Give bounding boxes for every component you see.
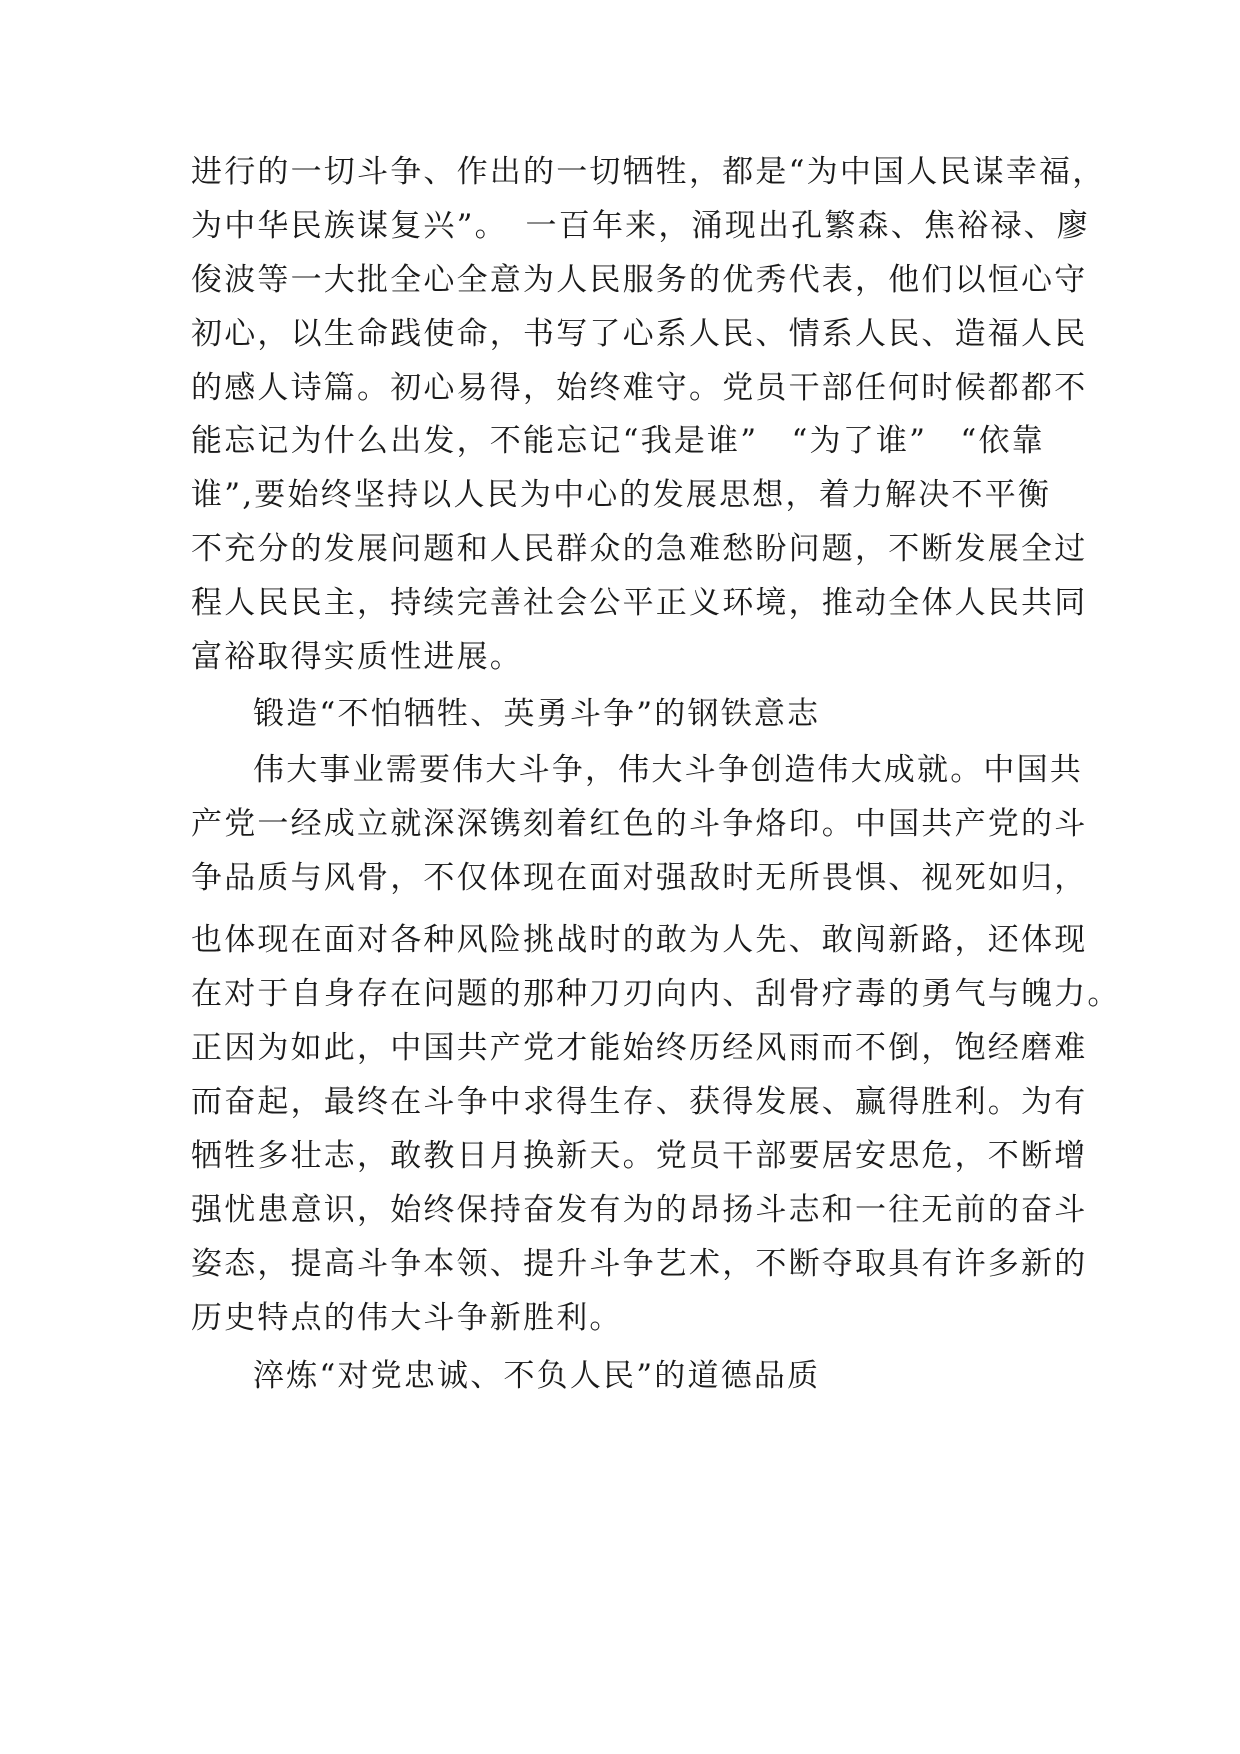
paragraph-1-line: 的感人诗篇。初心易得，始终难守。党员干部任何时候都都不 — [191, 370, 1088, 406]
paragraph-2-line: 正因为如此，中国共产党才能始终历经风雨而不倒，饱经磨难 — [191, 1030, 1088, 1066]
paragraph-2-line: 而奋起，最终在斗争中求得生存、获得发展、赢得胜利。为有 — [191, 1084, 1088, 1120]
section-heading: 淬炼“对党忠诚、不负人民”的道德品质 — [253, 1358, 821, 1394]
paragraph-2-line: 姿态，提高斗争本领、提升斗争艺术，不断夺取具有许多新的 — [191, 1246, 1088, 1282]
section-heading: 锻造“不怕牺牲、英勇斗争”的钢铁意志 — [253, 696, 821, 732]
paragraph-2-line: 争品质与风骨，不仅体现在面对强敌时无所畏惧、视死如归， — [191, 860, 1088, 896]
paragraph-2-line: 伟大事业需要伟大斗争，伟大斗争创造伟大成就。中国共 — [253, 752, 1083, 788]
paragraph-1-line: 俊波等一大批全心全意为人民服务的优秀代表，他们以恒心守 — [191, 262, 1088, 298]
paragraph-1-line: 富裕取得实质性进展。 — [191, 639, 523, 675]
paragraph-1-line: 程人民民主，持续完善社会公平正义环境，推动全体人民共同 — [191, 585, 1088, 621]
paragraph-2-line: 历史特点的伟大斗争新胜利。 — [191, 1300, 623, 1336]
paragraph-1-line: 谁”,要始终坚持以人民为中心的发展思想，着力解决不平衡 — [191, 477, 1052, 513]
paragraph-1-line: 能忘记为什么出发，不能忘记“我是谁” “为了谁” “依靠 — [191, 423, 1045, 459]
paragraph-1-line: 不充分的发展问题和人民群众的急难愁盼问题，不断发展全过 — [191, 531, 1088, 567]
paragraph-2-line: 牺牲多壮志，敢教日月换新天。党员干部要居安思危，不断增 — [191, 1138, 1088, 1174]
paragraph-2-line: 在对于自身存在问题的那种刀刃向内、刮骨疗毒的勇气与魄力。 — [191, 976, 1121, 1012]
paragraph-2-line: 强忧患意识，始终保持奋发有为的昂扬斗志和一往无前的奋斗 — [191, 1192, 1088, 1228]
paragraph-1-line: 初心，以生命践使命，书写了心系人民、情系人民、造福人民 — [191, 316, 1088, 352]
paragraph-2-line: 也体现在面对各种风险挑战时的敢为人先、敢闯新路，还体现 — [191, 922, 1088, 958]
paragraph-1-line: 为中华民族谋复兴”。 一百年来，涌现出孔繁森、焦裕禄、廖 — [191, 208, 1090, 244]
paragraph-1-line: 进行的一切斗争、作出的一切牺牲，都是“为中国人民谋幸福， — [191, 154, 1106, 190]
paragraph-2-line: 产党一经成立就深深镌刻着红色的斗争烙印。中国共产党的斗 — [191, 806, 1088, 842]
